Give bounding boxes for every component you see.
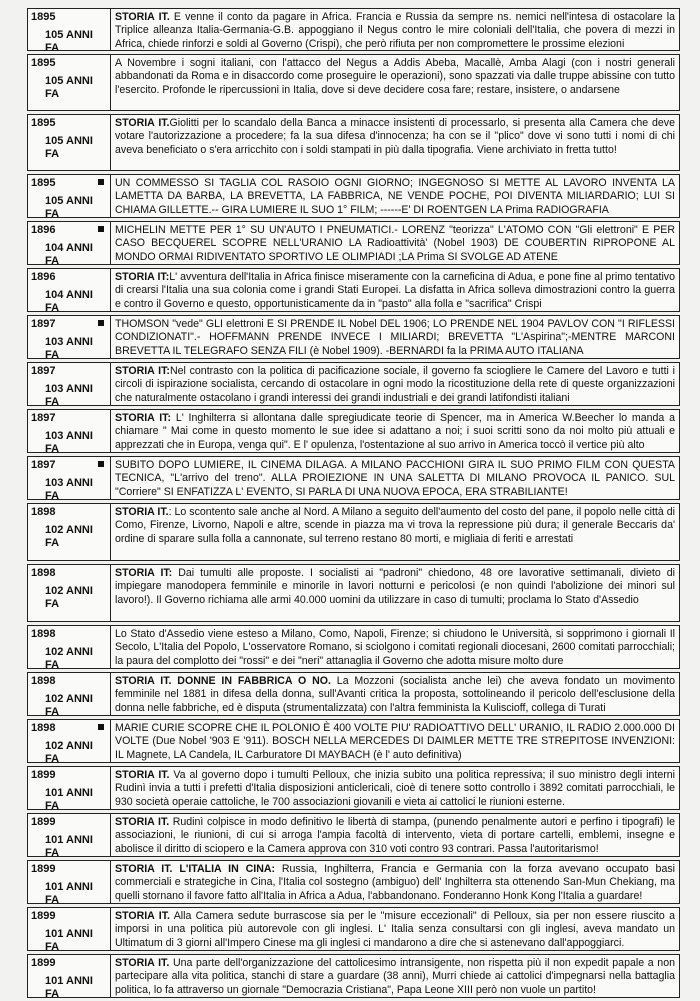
date-cell: [28, 457, 111, 502]
table-row: [27, 564, 680, 622]
entry-cell: [111, 955, 679, 997]
year-label: 1895: [31, 117, 56, 129]
entry-cell: [111, 55, 679, 110]
years-ago-label: 102 ANNI FA: [45, 740, 93, 765]
entry-heading: STORIA IT:: [115, 365, 170, 377]
years-ago-label: 103 ANNI FA: [45, 430, 93, 455]
entry-cell: [111, 673, 679, 715]
square-bullet-icon: [98, 461, 104, 467]
entry-text: Alla Camera sedute burrascose sia per le "misure eccezionali" di Pelloux, sia per non essere riuscito a imporsi in una politica più autorevole con gli inglesi. L' Italia senza consultarsi con gli inglesi, aveva mandato un Ultimatum di 3 giorni all'Impero Cinese ma gli inglesi ci mandarono a dire che si astenevano dall'appoggiarci.: [115, 910, 675, 949]
year-label: 1899: [31, 816, 56, 828]
years-ago-label: 103 ANNI FA: [45, 336, 93, 361]
entry-heading: STORIA IT.: [115, 816, 170, 828]
date-cell: [28, 861, 111, 906]
years-ago-label: 103 ANNI FA: [45, 477, 93, 502]
year-label: 1897: [31, 365, 56, 377]
date-cell: [28, 316, 111, 361]
date-cell: [28, 720, 111, 765]
table-row: [27, 766, 680, 810]
entry-cell: [111, 908, 679, 950]
entry-text: SUBITO DOPO LUMIERE, IL CINEMA DILAGA. A MILANO PACCHIONI GIRA IL SUO PRIMO FILM CON QUESTA TECNICA, "L'arrivo del treno". ALLA PROIEZIONE IN UNA SALETTA DI MILANO PROVOCA IL PANICO. SUL "Corriere" SI ENFATIZZA L' EVENTO, SI PARLA DI UNA NUOVA EPOCA, ERA STRABILIANTE!: [115, 459, 675, 498]
years-ago-label: 102 ANNI FA: [45, 646, 93, 671]
entry-cell: [111, 814, 679, 856]
date-cell: [28, 410, 111, 455]
date-cell: [28, 175, 111, 220]
entry-heading: STORIA IT. DONNE IN FABBRICA O NO.: [115, 675, 331, 687]
year-label: 1897: [31, 318, 56, 330]
date-cell: [28, 504, 111, 560]
entry-text: UN COMMESSO SI TAGLIA COL RASOIO OGNI GIORNO; INGEGNOSO SI METTE AL LAVORO INVENTA LA LAMETTA DA BARBA, LA BREVETTA, LA FABBRICA, NE VENDE POCHE, POI DIVENTA MILIARDARIO; LUI SI CHIAMA GILLETTE.-- GIRA LUMIERE IL SUO 1° FILM; ------E' DI ROENTGEN LA Prima RADIOGRAFIA: [115, 177, 675, 216]
square-bullet-icon: [98, 724, 104, 730]
entry-text: MARIE CURIE SCOPRE CHE IL POLONIO È 400 VOLTE PIU' RADIOATTIVO DELL' URANIO, IL RADIO 2.000.000 DI VOLTE (Due Nobel '903 E '911). BOSCH NELLA MERCEDES DI DAIMLER METTE TRE STREPITOSE INVENZIONI: IL Magnete, LA Candela, IL Carburatore DI MAYBACH (è l' auto definitiva): [115, 722, 675, 761]
years-ago-label: 101 ANNI FA: [45, 975, 93, 1000]
table-row: [27, 907, 680, 951]
entry-text: La Mozzoni (socialista anche lei) che aveva fondato un movimento femminile nel 1881 in difesa della donna, sull'Avanti critica la proposta, sottolineando il pericolo dell'esclusione della donna nelle fabbriche, ed è disputa (strumentalizzata) con l'altra femminista la Kuliscioff, collega di Turati: [115, 675, 675, 714]
date-cell: [28, 9, 111, 54]
square-bullet-icon: [98, 226, 104, 232]
entry-heading: STORIA IT.: [115, 769, 170, 781]
year-label: 1899: [31, 957, 56, 969]
entry-text: Va al governo dopo i tumulti Pelloux, che inizia subito una politica repressiva; il suo ministro degli interni Rudinì invia a tutti i prefetti d'Italia disposizioni anticlericali, cioè di tenere sotto controllo i 3892 comitati parrocchiali, le 930 società operaie cattoliche, le 700 associazioni giovanili e vieta ai cattolici le riunioni esterne.: [115, 769, 675, 808]
date-cell: [28, 955, 111, 1000]
years-ago-label: 102 ANNI FA: [45, 693, 93, 718]
entry-cell: [111, 222, 679, 264]
square-bullet-icon: [98, 320, 104, 326]
table-row: [27, 719, 680, 763]
entry-text: Giolitti per lo scandalo della Banca a minacce insistenti di processarlo, si presenta alla Camera che deve votare l'autorizzazione a procedere; fa la sua difesa d'innocenza; ha con se il "plico" dove vi sono tutti i nomi di chi aveva beneficiato o s'era arricchito con i soldi stampati in più dalla tipografia. Viene archiviato in fretta tutto!: [115, 117, 675, 156]
date-cell: [28, 222, 111, 267]
years-ago-label: 102 ANNI FA: [45, 524, 93, 549]
entry-cell: [111, 269, 679, 311]
entry-text: MICHELIN METTE PER 1° SU UN'AUTO I PNEUMATICI.- LORENZ "teorizza" L'ATOMO CON "Gli elettroni" E PER CASO BECQUEREL SCOPRE NELL'URANIO LA Radioattività' (Nobel 1903) DE COUBERTIN RIPROPONE AL MONDO ORMAI RIDIVENTATO SPORTIVO LE OLIMPIADI ;LA Prima SI SVOLGE AD ATENE: [115, 224, 675, 263]
entry-text: E venne il conto da pagare in Africa. Francia e Russia da sempre ns. nemici nell'intesa di ostacolare la Triplice alleanza Italia-Germania-G.B. appoggiano il Negus contro le mire coloniali dell'Italia, che povera di mezzi in Africa, chiede rinforzi e soldi al Governo (Crispi), che però rifiuta per non compromettere le prossime elezioni: [115, 11, 675, 50]
years-ago-label: 104 ANNI FA: [45, 289, 93, 314]
entry-cell: [111, 861, 679, 903]
entry-cell: [111, 767, 679, 809]
entry-heading: STORIA IT.: [115, 117, 170, 129]
entry-cell: [111, 720, 679, 762]
year-label: 1898: [31, 628, 56, 640]
entry-heading: STORIA IT:: [115, 567, 173, 579]
year-label: 1898: [31, 675, 56, 687]
entry-cell: [111, 363, 679, 405]
entry-cell: [111, 626, 679, 668]
table-row: [27, 625, 680, 669]
years-ago-label: 101 ANNI FA: [45, 881, 93, 906]
table-row: [27, 672, 680, 716]
date-cell: [28, 673, 111, 718]
entry-heading: STORIA IT.: [115, 506, 169, 518]
entry-text: L' avventura dell'Italia in Africa finisce miseramente con la carneficina di Adua, e pone fine al primo tentativo di crearsi l'Italia una sua colonia come i grandi Stati Europei. La disfatta in Africa solleva dimostrazioni contro la guerra e contro il Governo e questo, opportunisticamente da in "pasto" alla folla e "sacrifica" Crispi: [115, 271, 675, 310]
year-label: 1897: [31, 412, 56, 424]
entry-text: THOMSON "vede" GLI elettroni E SI PRENDE IL Nobel DEL 1906; LO PRENDE NEL 1904 PAVLOV CON "I RIFLESSI CONDIZIONATI".- HOFFMANN PRENDE INVECE I MILIARDI; BREVETTA "L'Aspirina";-MENTRE MARCONI BREVETTA IL TELEGRAFO SENZA FILI (è Nobel 1909). -BERNARDI fa la PRIMA AUTO ITALIANA: [115, 318, 675, 357]
year-label: 1898: [31, 722, 56, 734]
table-row: [27, 503, 680, 561]
entry-text: L' Inghilterra si allontana dalle spregiudicate teorie di Spencer, ma in America W.Beecher lo manda a chiamare " Mai come in questo momento le sue idee si adattano a noi; i suoi scritti sono da noi molto più attuali e apprezzati che in Europa, venga qui". E l' opulenza, l'ostentazione al suo arrivo in America toccò il vertice più alto: [115, 412, 676, 451]
date-cell: [28, 908, 111, 953]
table-row: [27, 54, 680, 111]
years-ago-label: 102 ANNI FA: [45, 585, 93, 610]
year-label: 1895: [31, 57, 56, 69]
year-label: 1897: [31, 459, 56, 471]
years-ago-label: 101 ANNI FA: [45, 834, 93, 859]
entry-text: Russia, Inghilterra, Francia e Germania con la forza avevano occupato basi commerciali e strategiche in Cina, l'Italia col sostegno (ambiguo) dell' Inghilterra sta ottenendo San-Mun Chekiang, ma quelli stornano il favore fatto all'Italia in Africa a Adua, l'abbandonano. Fonderanno Honk Kong l'Italia a guardare!: [115, 863, 675, 902]
year-label: 1899: [31, 863, 56, 875]
table-row: [27, 268, 680, 312]
entry-text: Dai tumulti alle proposte. I socialisti ai "padroni" chiedono, 48 ore lavorative settimanali, divieto di impiegare manodopera femminile e minorile in lavori notturni e pericolosi (e non quindi l'abolizione dei minori sul lavoro!). Il Governo richiama alle armi 40.000 uomini da utilizzare in caso di tumulti; proclama lo Stato d'Assedio: [115, 567, 675, 606]
year-label: 1899: [31, 769, 56, 781]
table-row: [27, 315, 680, 359]
entry-heading: STORIA IT. L'ITALIA IN CINA:: [115, 863, 276, 875]
entry-cell: [111, 565, 679, 621]
entry-heading: STORIA IT:: [115, 412, 172, 424]
date-cell: [28, 767, 111, 812]
years-ago-label: 105 ANNI FA: [45, 135, 93, 160]
table-row: [27, 409, 680, 453]
entry-cell: [111, 175, 679, 217]
entry-cell: [111, 504, 679, 560]
year-label: 1898: [31, 506, 56, 518]
year-label: 1895: [31, 177, 56, 189]
entry-text: Una parte dell'organizzazione del cattolicesimo intransigente, non rispetta più il non expedit papale a non partecipare alla vita politica, stanchi di stare a guardare (38 anni), Murri chiede ai cattolici d'impegnarsi nella battaglia politica, lo fa attraverso un giornale "Democrazia Cristiana", Papa Leone XIII però non vuole un partito!: [115, 957, 675, 996]
entry-heading: STORIA IT:: [115, 271, 170, 283]
years-ago-label: 101 ANNI FA: [45, 787, 93, 812]
years-ago-label: 105 ANNI FA: [45, 29, 93, 54]
entry-text: Rudinì colpisce in modo definitivo le libertà di stampa, (punendo penalmente autori e perfino i tipografi) le associazioni, le riunioni, di cui si arroga l'ampia facoltà di intervento, vieta di portare cartelli, emblemi, insegne e abolisce il diritto di sciopero e la Camera approva con 310 voti contro 93 contrari. Passa l'autoritarismo!: [115, 816, 675, 855]
chronology-table: [27, 8, 680, 1001]
year-label: 1899: [31, 910, 56, 922]
entry-cell: [111, 9, 679, 50]
years-ago-label: 105 ANNI FA: [45, 75, 93, 100]
table-row: [27, 813, 680, 857]
entry-cell: [111, 115, 679, 170]
entry-text: Nel contrasto con la politica di pacificazione sociale, il governo fa sciogliere le Camere del Lavoro e tutti i circoli di ispirazione socialista, cercando di ostacolare in ogni modo la ricostituzione della rete di queste organizzazioni che naturalmente ostacolano i grandi interessi dei grandi industriali e dei grandi latifondisti italiani: [115, 365, 675, 404]
year-label: 1896: [31, 224, 56, 236]
entry-cell: [111, 316, 679, 358]
date-cell: [28, 565, 111, 621]
entry-cell: [111, 457, 679, 499]
date-cell: [28, 269, 111, 314]
entry-text: A Novembre i sogni italiani, con l'attacco del Negus a Addis Abeba, Macallè, Amba Alagi (con i nostri generali abbandonati da Roma e in disaccordo come proseguire le operazioni), sono spazzati via dalle truppe abissine con tutto l'esercito. Profonde le ripercussioni in Italia, dove si deve decidere cosa fare; restare, insistere, o andarsene: [115, 57, 675, 96]
table-row: [27, 221, 680, 265]
entry-cell: [111, 410, 679, 452]
table-row: [27, 362, 680, 406]
table-row: [27, 114, 680, 171]
date-cell: [28, 363, 111, 408]
year-label: 1898: [31, 567, 56, 579]
table-row: [27, 860, 680, 904]
table-row: [27, 954, 680, 998]
entry-text: Lo Stato d'Assedio viene esteso a Milano, Como, Napoli, Firenze; si chiudono le Università, si sopprimono i giornali Il Secolo, L'Italia del Popolo, L'osservatore Romano, si sciolgono i comitati regionali diocesani, 2600 comitati parrocchiali; la paura del complotto dei "rossi" e dei "neri" attanaglia il Governo che adotta misure molto dure: [115, 628, 675, 667]
entry-heading: STORIA IT.: [115, 11, 170, 23]
entry-text: : Lo scontento sale anche al Nord. A Milano a seguito dell'aumento del costo del pane, il popolo nelle città di Como, Firenze, Livorno, Napoli e altre, scende in piazza ma vi trova la repressione più dura; il generale Beccaris da' ordine di sparare sulla folla a cannonate, sul terreno restano 80 morti, e migliaia di feriti e arrestati: [115, 506, 675, 545]
date-cell: [28, 626, 111, 671]
years-ago-label: 101 ANNI FA: [45, 928, 93, 953]
table-row: [27, 8, 680, 54]
years-ago-label: 105 ANNI FA: [45, 195, 93, 220]
table-row: [27, 174, 680, 218]
date-cell: [28, 814, 111, 859]
years-ago-label: 104 ANNI FA: [45, 242, 93, 267]
entry-heading: STORIA IT.: [115, 957, 170, 969]
square-bullet-icon: [98, 179, 104, 185]
date-cell: [28, 55, 111, 110]
date-cell: [28, 115, 111, 170]
entry-heading: STORIA IT.: [115, 910, 170, 922]
year-label: 1896: [31, 271, 56, 283]
year-label: 1895: [31, 11, 56, 23]
table-row: [27, 456, 680, 500]
years-ago-label: 103 ANNI FA: [45, 383, 93, 408]
